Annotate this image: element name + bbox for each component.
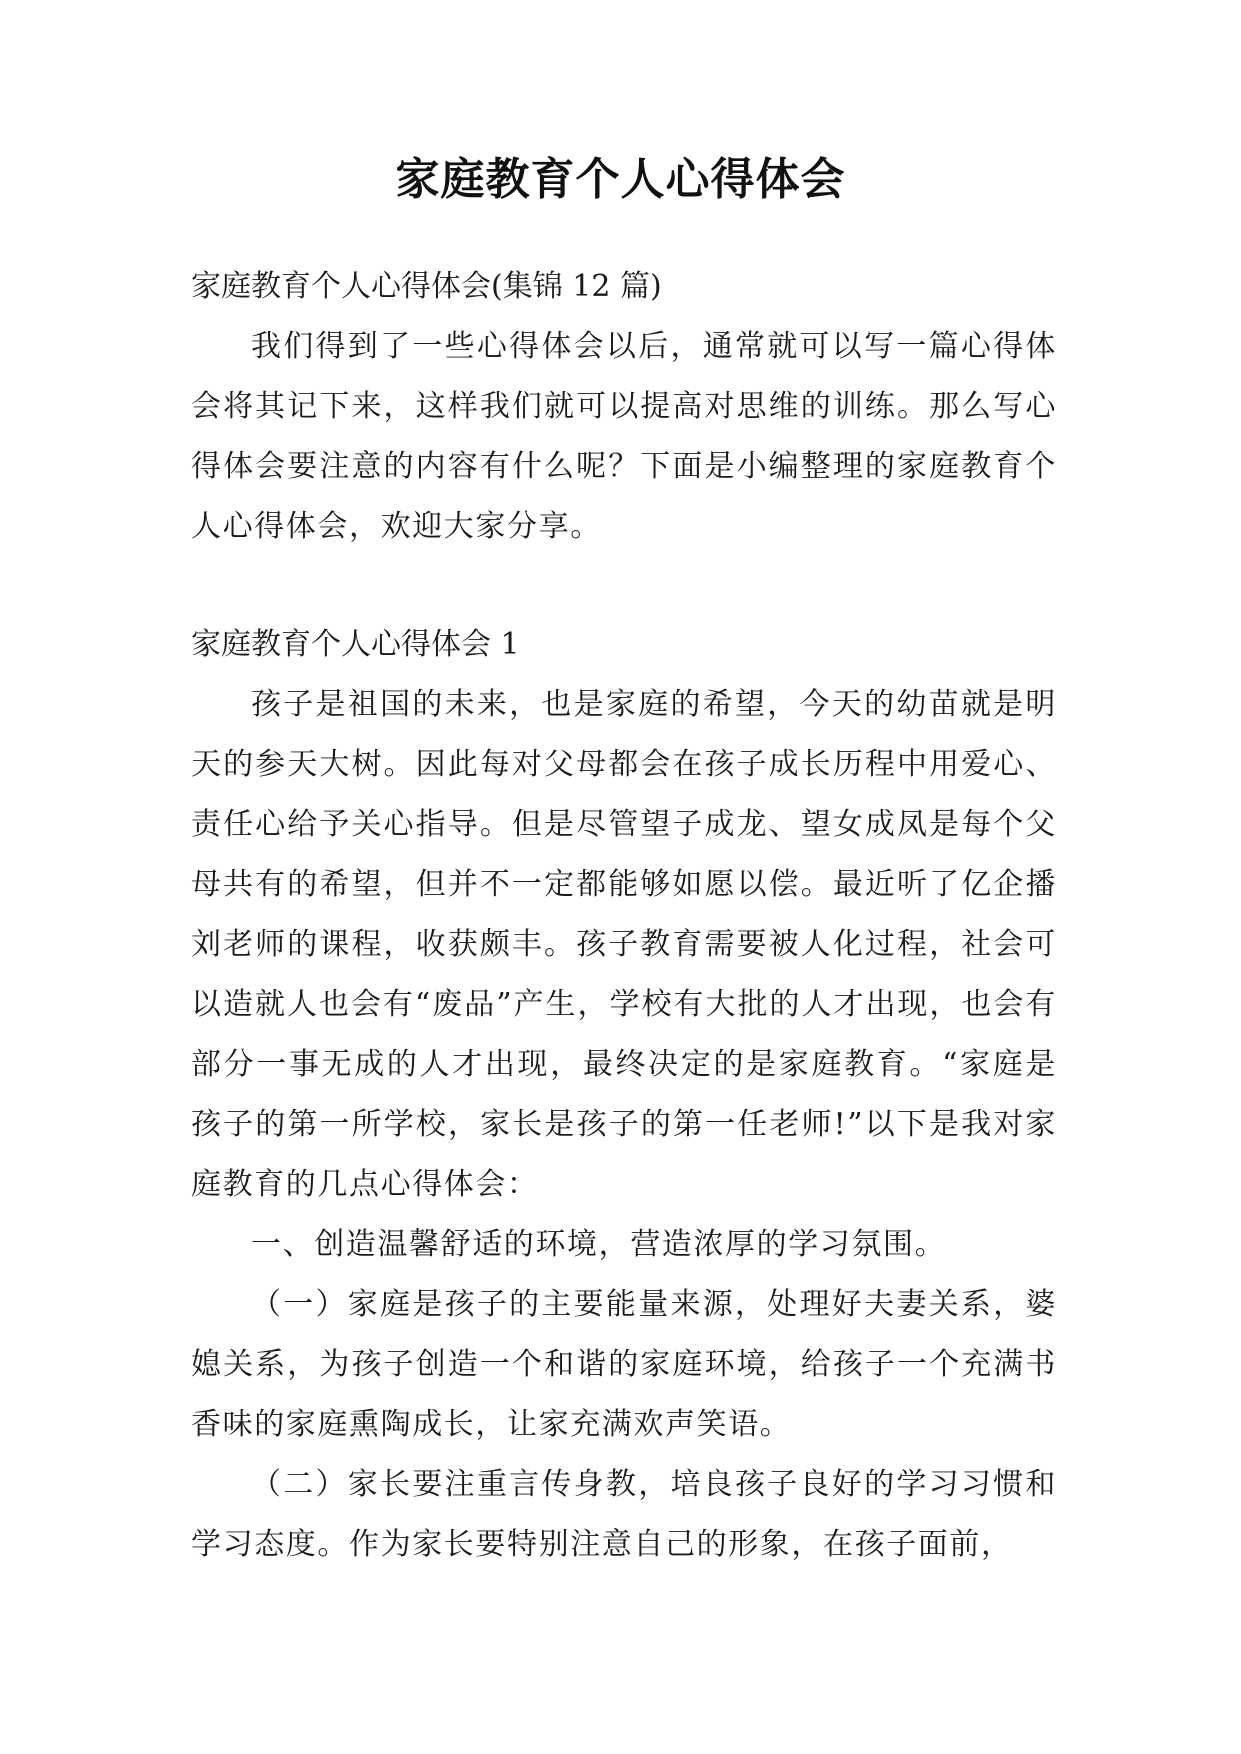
section-paragraph-2: 一、创造温馨舒适的环境，营造浓厚的学习氛围。 [251,1227,947,1262]
section-paragraph-3: （一）家庭是孩子的主要能量来源，处理好夫妻关系，婆媳关系，为孩子创造一个和谐的家庭环境，给孩子一个充满书香味的家庭熏陶成长，让家充满欢声笑语。 [191,1287,1057,1442]
intro-paragraph: 我们得到了一些心得体会以后，通常就可以写一篇心得体会将其记下来，这样我们就可以提高对思维的训练。那么写心得体会要注意的内容有什么呢？下面是小编整理的家庭教育个人心得体会，欢迎大家分享。 [191,329,1057,544]
paragraph-spacer [191,557,1057,615]
section-paragraph-1: 孩子是祖国的未来，也是家庭的希望，今天的幼苗就是明天的参天大树。因此每对父母都会在孩子成长历程中用爱心、责任心给予关心指导。但是尽管望子成龙、望女成凤是每个父母共有的希望，但并不一定都能够如愿以偿。最近听了亿企播刘老师的课程，收获颇丰。孩子教育需要被人化过程，社会可以造就人也会有“废品”产生，学校有大批的人才出现，也会有部分一事无成的人才出现，最终决定的是家庭教育。“家庭是孩子的第一所学校，家长是孩子的第一任老师!”以下是我对家庭教育的几点心得体会： [191,687,1057,1202]
section-paragraph-4: （二）家长要注重言传身教，培良孩子良好的学习习惯和学习态度。作为家长要特别注意自己的形象，在孩子面前， [191,1467,1057,1562]
section-heading: 家庭教育个人心得体会 1 [191,627,520,662]
collection-subtitle: 家庭教育个人心得体会(集锦 12 篇) [191,269,662,304]
document-body [191,257,1057,1575]
document-title: 家庭教育个人心得体会 [395,154,846,205]
